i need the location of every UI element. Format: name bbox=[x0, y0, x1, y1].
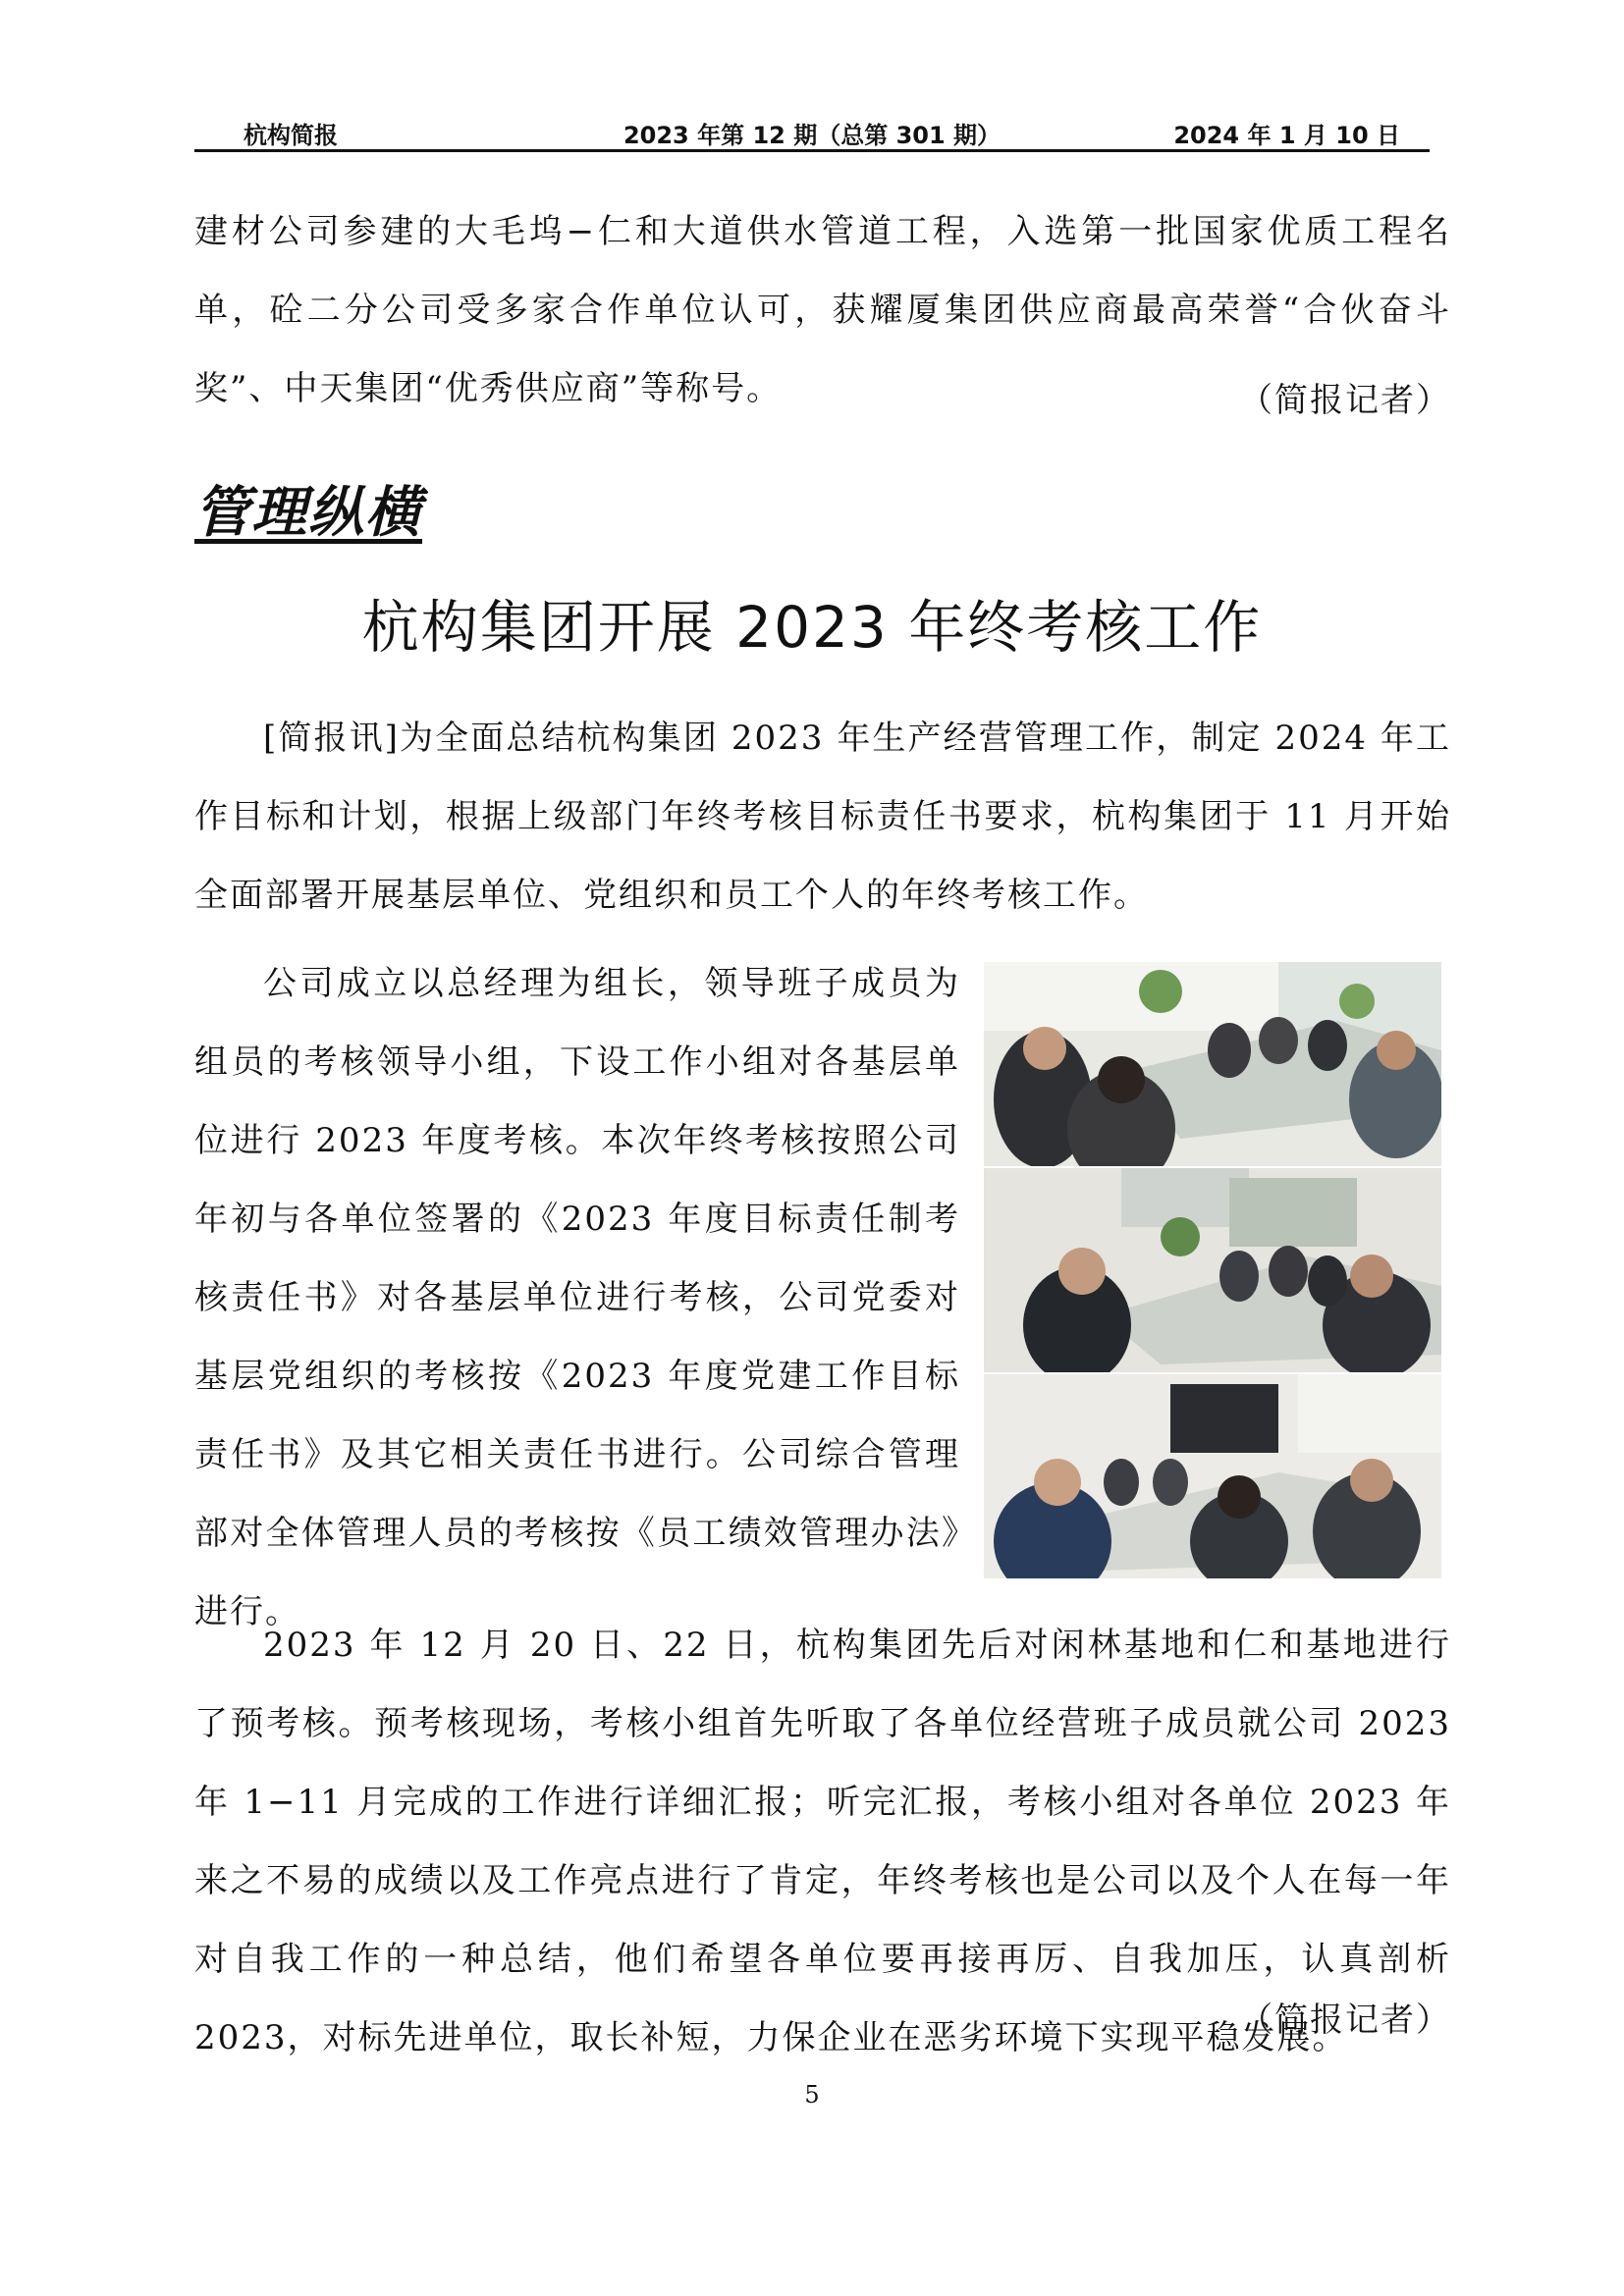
article-paragraph-3: 2023 年 12 月 20 日、22 日，杭构集团先后对闲林基地和仁和基地进行了预考核。预考核现场，考核小组首先听取了各单位经营班子成员就公司 2023 年 1−11 月完成的工作进行详细汇报；听完汇报，考核小组对各单位 2023 年来之不易的成绩以及工作亮点进行了肯定，年终考核也是公司以及个人在每一年对自我工作的一种总结，他们希望各单位要再接再厉、自我加压，认真剖析 2023，对标先进单位，取长补短，力保企业在恶劣环境下实现平稳发展。 bbox=[194, 1626, 1451, 2057]
page-header bbox=[194, 110, 1430, 152]
meeting-photo-2 bbox=[984, 1168, 1441, 1372]
header-publication: 杭构简报 bbox=[244, 122, 338, 149]
header-issue: 2023 年第 12 期（总第 301 期） bbox=[623, 122, 1001, 149]
article-paragraph-1: [简报讯]为全面总结杭构集团 2023 年生产经营管理工作，制定 2024 年工作目标和计划，根据上级部门年终考核目标责任书要求，杭构集团于 11 月开始全面部署开展基层单位、党组织和员工个人的年终考核工作。 bbox=[194, 719, 1451, 915]
article-credit: （简报记者） bbox=[1239, 2001, 1451, 2040]
article-paragraph-2: 公司成立以总经理为组长，领导班子成员为组员的考核领导小组，下设工作小组对各基层单位进行 2023 年度考核。本次年终考核按照公司年初与各单位签署的《2023 年度目标责任制考核责任书》对各基层单位进行考核，公司党委对基层党组织的考核按《2023 年度党建工作目标责任书》及其它相关责任书进行。公司综合管理部对全体管理人员的考核按《员工绩效管理办法》进行。 bbox=[194, 964, 960, 1631]
top-paragraph: 建材公司参建的大毛坞−仁和大道供水管道工程，入选第一批国家优质工程名单，砼二分公司受多家合作单位认可，获耀厦集团供应商最高荣誉“合伙奋斗奖”、中天集团“优秀供应商”等称号。 bbox=[194, 212, 1451, 408]
meeting-photo-1 bbox=[984, 962, 1441, 1166]
meeting-photo-3 bbox=[984, 1374, 1441, 1578]
page-number: 5 bbox=[804, 2081, 820, 2109]
section-heading: 管理纵横 bbox=[194, 481, 422, 545]
article-title: 杭构集团开展 2023 年终考核工作 bbox=[361, 594, 1263, 661]
top-credit: （简报记者） bbox=[1239, 381, 1451, 420]
header-date: 2024 年 1 月 10 日 bbox=[1173, 122, 1400, 149]
